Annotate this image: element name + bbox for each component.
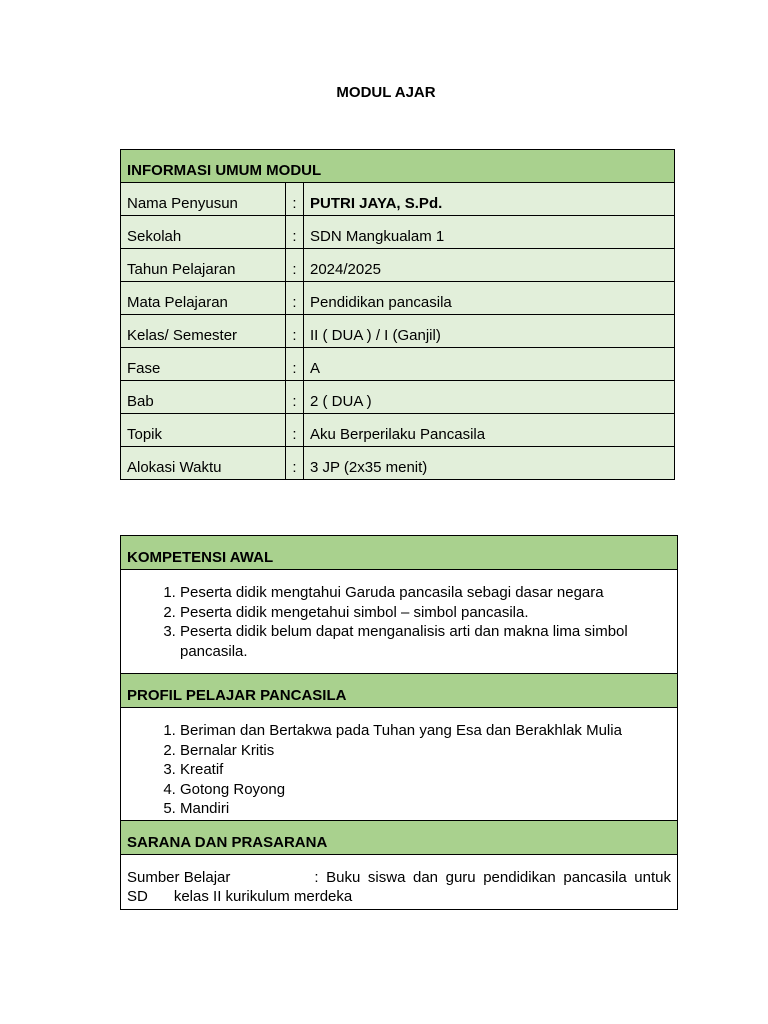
row-label: Topik [121, 414, 286, 447]
table-row [121, 414, 675, 447]
row-label: Mata Pelajaran [121, 282, 286, 315]
row-colon: : [286, 216, 304, 249]
profil-pelajar-header: PROFIL PELAJAR PANCASILA [121, 674, 678, 708]
list-item: 3. Kreatif [180, 760, 671, 780]
row-label: Alokasi Waktu [121, 447, 286, 480]
table-row [121, 216, 675, 249]
table-row [121, 183, 675, 216]
list-item: 2. Peserta didik mengetahui simbol – simbol pancasila. [180, 603, 671, 623]
sumber-line-1 [127, 868, 671, 888]
sumber-belajar-value: : Buku siswa dan guru pendidikan pancasila untuk [314, 868, 671, 886]
row-value: Aku Berperilaku Pancasila [304, 414, 675, 447]
table-row [121, 315, 675, 348]
row-value: A [304, 348, 675, 381]
row-value: Pendidikan pancasila [304, 282, 675, 315]
table-row [121, 282, 675, 315]
kompetensi-awal-list [127, 583, 671, 661]
informasi-umum-table [120, 149, 675, 480]
sumber-belajar-label: Sumber Belajar [127, 868, 231, 886]
row-colon: : [286, 282, 304, 315]
table-row [121, 381, 675, 414]
table-row [121, 447, 675, 480]
kompetensi-awal-content [121, 570, 678, 674]
sarana-content [121, 854, 678, 909]
row-label: Tahun Pelajaran [121, 249, 286, 282]
row-colon: : [286, 315, 304, 348]
row-value: 2024/2025 [304, 249, 675, 282]
document-title: MODUL AJAR [336, 84, 436, 101]
sumber-kelas: kelas II kurikulum merdeka [173, 888, 353, 905]
sumber-sd: SD [127, 888, 148, 905]
profil-pelajar-content [121, 708, 678, 821]
row-value: 3 JP (2x35 menit) [304, 447, 675, 480]
row-value: 2 ( DUA ) [304, 381, 675, 414]
row-colon: : [286, 249, 304, 282]
row-colon: : [286, 183, 304, 216]
list-item: 4. Gotong Royong [180, 780, 671, 800]
list-item: 5. Mandiri [180, 799, 671, 819]
kompetensi-table [120, 535, 678, 910]
list-item: 1. Peserta didik mengtahui Garuda pancasila sebagi dasar negara [180, 583, 671, 603]
profil-pelajar-list [127, 721, 671, 819]
row-value: SDN Mangkualam 1 [304, 216, 675, 249]
row-colon: : [286, 447, 304, 480]
row-label: Kelas/ Semester [121, 315, 286, 348]
row-value: II ( DUA ) / I (Ganjil) [304, 315, 675, 348]
list-item: 3. Peserta didik belum dapat menganalisis arti dan makna lima simbol pancasila. [180, 622, 671, 661]
row-label: Fase [121, 348, 286, 381]
row-colon: : [286, 414, 304, 447]
sumber-line-2 [127, 887, 671, 907]
row-colon: : [286, 381, 304, 414]
list-item: 2. Bernalar Kritis [180, 741, 671, 761]
row-label: Nama Penyusun [121, 183, 286, 216]
table-row [121, 249, 675, 282]
row-label: Bab [121, 381, 286, 414]
row-value: PUTRI JAYA, S.Pd. [304, 183, 675, 216]
table-row [121, 348, 675, 381]
informasi-umum-header: INFORMASI UMUM MODUL [121, 150, 675, 183]
kompetensi-awal-header: KOMPETENSI AWAL [121, 536, 678, 570]
list-item: 1. Beriman dan Bertakwa pada Tuhan yang Esa dan Berakhlak Mulia [180, 721, 671, 741]
row-colon: : [286, 348, 304, 381]
sarana-header: SARANA DAN PRASARANA [121, 820, 678, 854]
row-label: Sekolah [121, 216, 286, 249]
